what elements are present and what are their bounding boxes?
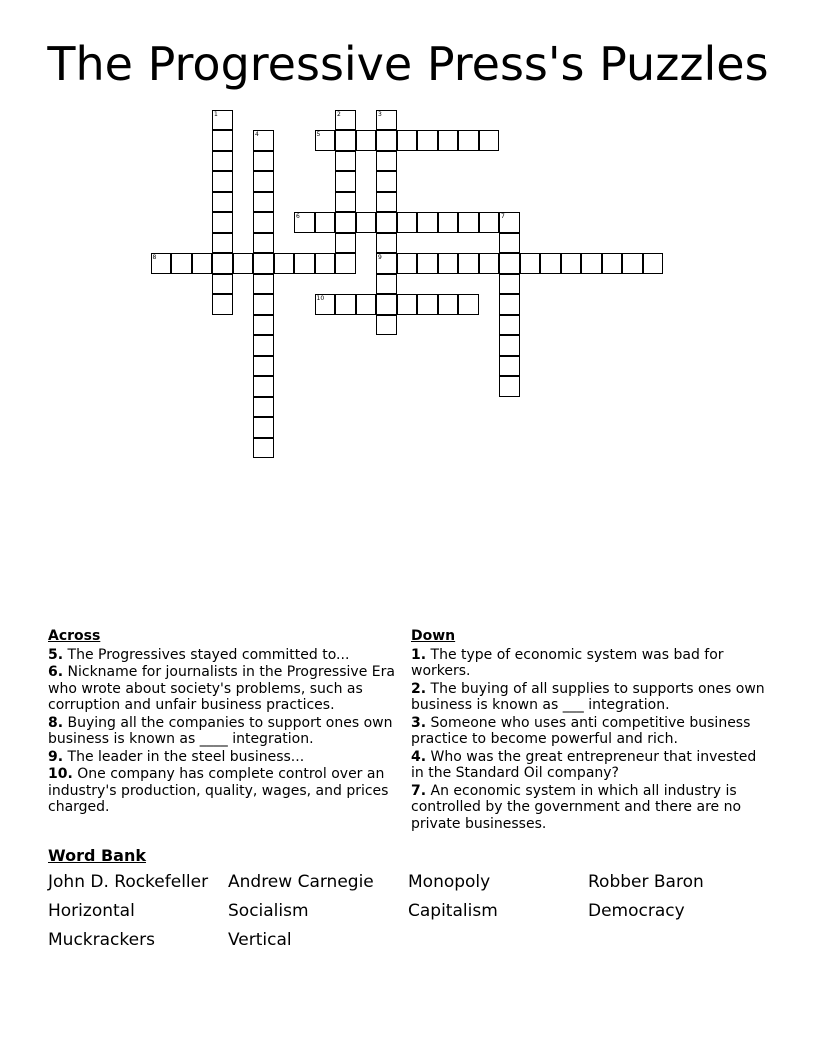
word-bank-item: John D. Rockefeller xyxy=(48,872,209,892)
clue-number: 7. xyxy=(411,782,427,799)
crossword-cell[interactable] xyxy=(602,253,623,274)
word-bank-item: Horizontal xyxy=(48,901,135,921)
crossword-cell[interactable] xyxy=(335,171,356,192)
crossword-cell[interactable] xyxy=(397,212,418,233)
crossword-cell[interactable] xyxy=(315,294,336,315)
clue-text: Nickname for journalists in the Progressive Era who wrote about society's problems, such as corruption and unfair business practices. xyxy=(48,664,395,713)
crossword-cell[interactable] xyxy=(376,212,397,233)
crossword-cell[interactable] xyxy=(253,417,274,438)
page-title: The Progressive Press's Puzzles xyxy=(47,37,769,91)
crossword-cell[interactable] xyxy=(499,376,520,397)
crossword-cell[interactable] xyxy=(315,253,336,274)
crossword-cell[interactable] xyxy=(376,151,397,172)
crossword-cell[interactable] xyxy=(458,212,479,233)
clue-number: 7 xyxy=(501,213,505,220)
crossword-cell[interactable] xyxy=(212,110,233,131)
crossword-cell[interactable] xyxy=(253,356,274,377)
crossword-cell[interactable] xyxy=(356,294,377,315)
across-heading: Across xyxy=(48,628,101,644)
down-clue xyxy=(411,681,771,714)
crossword-cell[interactable] xyxy=(397,130,418,151)
crossword-cell[interactable] xyxy=(335,253,356,274)
crossword-cell[interactable] xyxy=(212,274,233,295)
crossword-cell[interactable] xyxy=(315,130,336,151)
crossword-cell[interactable] xyxy=(253,376,274,397)
crossword-cell[interactable] xyxy=(438,294,459,315)
clue-number: 10 xyxy=(316,295,325,302)
across-clues xyxy=(48,628,404,817)
crossword-cell[interactable] xyxy=(499,315,520,336)
crossword-cell[interactable] xyxy=(335,233,356,254)
crossword-cell[interactable] xyxy=(376,233,397,254)
crossword-cell[interactable] xyxy=(520,253,541,274)
crossword-cell[interactable] xyxy=(499,212,520,233)
crossword-cell[interactable] xyxy=(438,253,459,274)
crossword-cell[interactable] xyxy=(274,253,295,274)
across-clue xyxy=(48,749,404,766)
clue-number: 9. xyxy=(48,748,64,765)
clue-text: Who was the great entrepreneur that invested in the Standard Oil company? xyxy=(411,748,757,781)
crossword-cell[interactable] xyxy=(479,212,500,233)
crossword-cell[interactable] xyxy=(376,294,397,315)
crossword-cell[interactable] xyxy=(335,151,356,172)
down-clue xyxy=(411,783,771,833)
crossword-cell[interactable] xyxy=(376,171,397,192)
crossword-cell[interactable] xyxy=(581,253,602,274)
clue-number: 10. xyxy=(48,766,73,782)
word-bank-item: Robber Baron xyxy=(588,872,704,892)
crossword-cell[interactable] xyxy=(458,130,479,151)
crossword-cell[interactable] xyxy=(253,274,274,295)
crossword-cell[interactable] xyxy=(376,315,397,336)
crossword-cell[interactable] xyxy=(171,253,192,274)
clue-number: 4. xyxy=(411,748,427,765)
word-bank-heading: Word Bank xyxy=(48,846,147,865)
crossword-cell[interactable] xyxy=(499,274,520,295)
clue-number: 6 xyxy=(296,213,300,220)
clue-text: The type of economic system was bad for workers. xyxy=(411,646,724,679)
crossword-cell[interactable] xyxy=(561,253,582,274)
clue-number: 5. xyxy=(48,646,64,663)
clue-number: 8 xyxy=(152,254,157,261)
crossword-cell[interactable] xyxy=(315,212,336,233)
crossword-cell[interactable] xyxy=(417,130,438,151)
clue-number: 2 xyxy=(337,110,341,118)
clue-number: 2. xyxy=(411,680,427,697)
across-clue xyxy=(48,715,404,748)
crossword-cell[interactable] xyxy=(253,315,274,336)
crossword-cell[interactable] xyxy=(212,233,233,254)
crossword-cell[interactable] xyxy=(438,130,459,151)
crossword-cell[interactable] xyxy=(212,253,233,274)
clue-text: Someone who uses anti competitive business practice to become powerful and rich. xyxy=(411,714,751,747)
crossword-cell[interactable] xyxy=(253,397,274,418)
crossword-cell[interactable] xyxy=(212,130,233,151)
word-bank-item: Socialism xyxy=(228,901,309,921)
crossword-cell[interactable] xyxy=(479,130,500,151)
down-clue xyxy=(411,647,771,680)
crossword-cell[interactable] xyxy=(253,335,274,356)
crossword-grid xyxy=(0,0,816,470)
crossword-cell[interactable] xyxy=(499,233,520,254)
crossword-cell[interactable] xyxy=(397,294,418,315)
crossword-cell[interactable] xyxy=(356,130,377,151)
crossword-cell[interactable] xyxy=(417,253,438,274)
clue-text: Buying all the companies to support ones own business is known as ____ integration. xyxy=(48,714,393,747)
crossword-cell[interactable] xyxy=(253,171,274,192)
crossword-cell[interactable] xyxy=(192,253,213,274)
crossword-cell[interactable] xyxy=(335,294,356,315)
crossword-cell[interactable] xyxy=(540,253,561,274)
crossword-cell[interactable] xyxy=(253,294,274,315)
crossword-cell[interactable] xyxy=(643,253,664,274)
crossword-cell[interactable] xyxy=(212,192,233,213)
clue-number: 9 xyxy=(378,254,382,261)
crossword-cell[interactable] xyxy=(458,294,479,315)
crossword-cell[interactable] xyxy=(335,130,356,151)
word-bank-item: Monopoly xyxy=(408,872,491,892)
crossword-cell[interactable] xyxy=(212,294,233,315)
clue-number: 3. xyxy=(411,714,427,731)
crossword-cell[interactable] xyxy=(417,294,438,315)
crossword-cell[interactable] xyxy=(253,130,274,151)
crossword-cell[interactable] xyxy=(335,192,356,213)
crossword-cell[interactable] xyxy=(376,274,397,295)
crossword-cell[interactable] xyxy=(253,438,274,459)
clue-text: One company has complete control over an industry's production, quality, wages, and prices charged. xyxy=(48,766,389,815)
down-clue xyxy=(411,715,771,748)
crossword-cell[interactable] xyxy=(438,212,459,233)
crossword-cell[interactable] xyxy=(356,212,377,233)
crossword-cell[interactable] xyxy=(253,253,274,274)
crossword-cell[interactable] xyxy=(335,212,356,233)
crossword-cell[interactable] xyxy=(499,253,520,274)
clue-text: An economic system in which all industry is controlled by the government and there are no private businesses. xyxy=(411,782,742,832)
crossword-cell[interactable] xyxy=(499,356,520,377)
crossword-cell[interactable] xyxy=(376,110,397,131)
word-bank-item: Andrew Carnegie xyxy=(228,872,374,892)
clue-number: 8. xyxy=(48,714,64,731)
crossword-cell[interactable] xyxy=(499,335,520,356)
crossword-cell[interactable] xyxy=(622,253,643,274)
clue-number: 1 xyxy=(214,110,218,118)
clue-text: The buying of all supplies to supports ones own business is known as ___ integration. xyxy=(411,680,765,713)
clue-text: The Progressives stayed committed to... xyxy=(67,646,350,663)
across-clue xyxy=(48,664,404,714)
crossword-cell[interactable] xyxy=(499,294,520,315)
clue-number: 1. xyxy=(411,646,427,663)
clue-text: The leader in the steel business... xyxy=(67,748,305,765)
word-bank-item: Vertical xyxy=(228,930,292,950)
crossword-cell[interactable] xyxy=(233,253,254,274)
crossword-cell[interactable] xyxy=(376,192,397,213)
crossword-cell[interactable] xyxy=(212,151,233,172)
down-clues xyxy=(411,628,771,833)
word-bank-item: Capitalism xyxy=(408,901,498,921)
crossword-cell[interactable] xyxy=(376,253,397,274)
crossword-cell[interactable] xyxy=(253,233,274,254)
crossword-cell[interactable] xyxy=(417,212,438,233)
clue-number: 3 xyxy=(378,110,382,118)
crossword-cell[interactable] xyxy=(212,171,233,192)
word-bank xyxy=(48,872,768,951)
crossword-cell[interactable] xyxy=(376,130,397,151)
down-clue xyxy=(411,749,771,782)
clue-number: 6. xyxy=(48,664,64,680)
word-bank-item: Democracy xyxy=(588,901,685,921)
crossword-cell[interactable] xyxy=(335,110,356,131)
crossword-cell[interactable] xyxy=(253,192,274,213)
crossword-cell[interactable] xyxy=(212,212,233,233)
crossword-cell[interactable] xyxy=(294,253,315,274)
crossword-cell[interactable] xyxy=(253,151,274,172)
crossword-cell[interactable] xyxy=(253,212,274,233)
crossword-cell[interactable] xyxy=(294,212,315,233)
crossword-cell[interactable] xyxy=(397,253,418,274)
crossword-cell[interactable] xyxy=(151,253,172,274)
clue-number: 4 xyxy=(255,131,259,138)
crossword-cell[interactable] xyxy=(479,253,500,274)
crossword-cell[interactable] xyxy=(458,253,479,274)
across-clue xyxy=(48,766,404,816)
across-clue xyxy=(48,647,404,664)
clue-number: 5 xyxy=(316,131,321,138)
word-bank-item: Muckrackers xyxy=(48,930,155,950)
down-heading: Down xyxy=(411,628,456,644)
